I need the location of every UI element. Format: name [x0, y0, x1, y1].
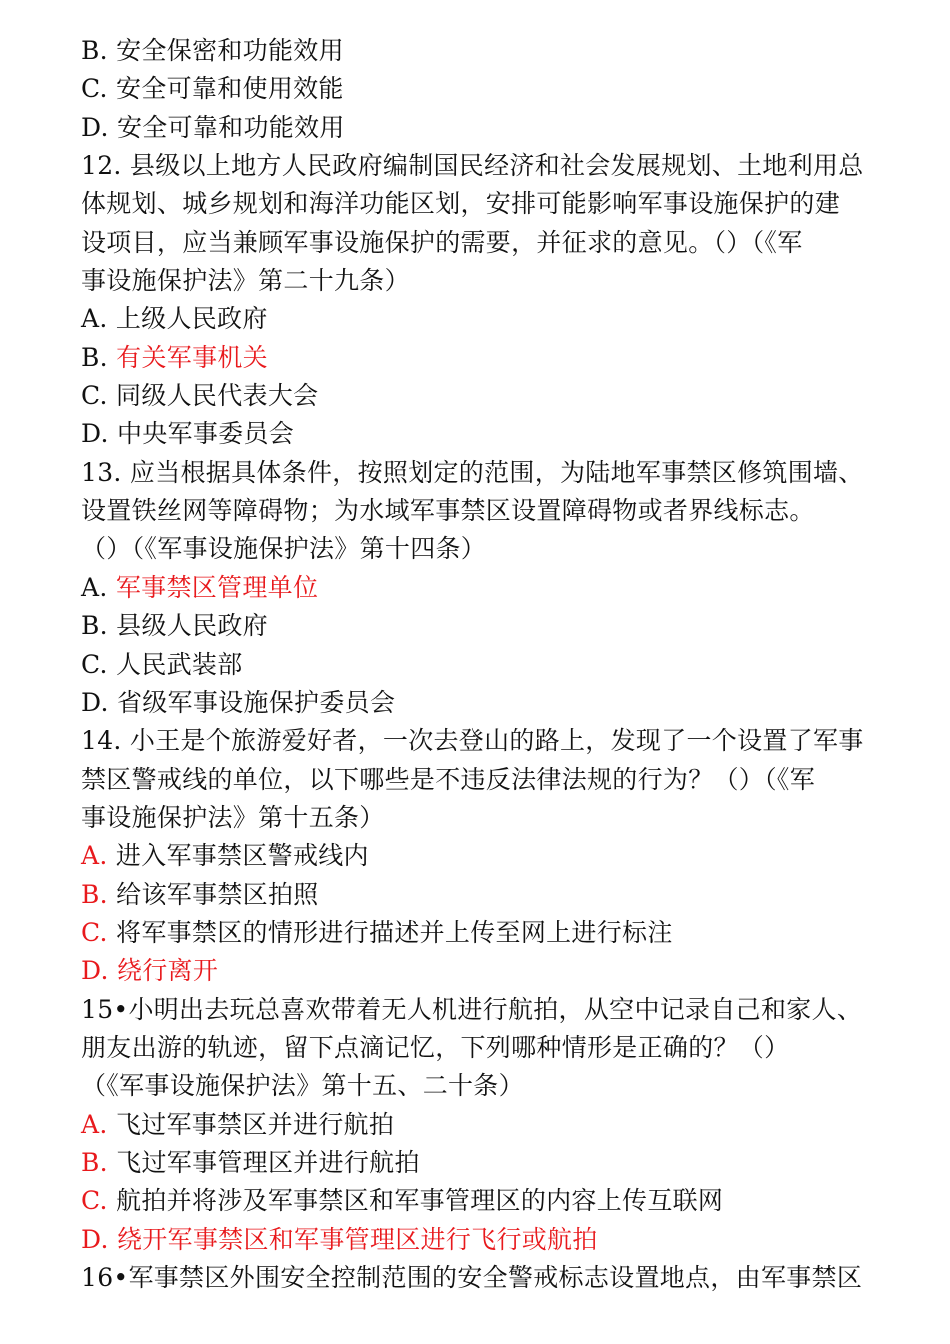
question-12-line	[81, 262, 881, 300]
option-text: D. 安全可靠和功能效用	[81, 112, 345, 142]
option-b-line	[81, 876, 881, 914]
answer-text: 有关军事机关	[116, 342, 268, 372]
question-text: 12. 县级以上地方人民政府编制国民经济和社会发展规划、土地利用总	[81, 151, 864, 181]
question-14-line	[81, 722, 881, 760]
question-15-line	[81, 991, 881, 1029]
option-text: D. 中央军事委员会	[81, 419, 295, 449]
option-letter: C.	[81, 917, 117, 947]
option-d-line	[81, 684, 881, 722]
option-b-line	[81, 32, 881, 70]
option-text: B. 县级人民政府	[81, 611, 268, 641]
question-12-line	[81, 185, 881, 223]
option-text: C. 安全可靠和使用效能	[81, 74, 344, 104]
option-c-line	[81, 377, 881, 415]
answer-text: 军事禁区管理单位	[115, 572, 319, 602]
question-text: 朋友出游的轨迹，留下点滴记忆，下列哪种情形是正确的？（）	[81, 1032, 790, 1062]
question-15-line	[81, 1067, 881, 1105]
question-12-line	[81, 147, 881, 185]
option-text: 飞过军事管理区并进行航拍	[116, 1147, 420, 1177]
option-letter: C.	[81, 1186, 117, 1216]
question-text: 16•军事禁区外围安全控制范围的安全警戒标志设置地点，由军事禁区	[81, 1263, 863, 1292]
option-text: A. 上级人民政府	[81, 304, 268, 334]
question-text: 禁区警戒线的单位，以下哪些是不违反法律法规的行为？（）（《军	[81, 764, 816, 794]
question-13-line	[81, 454, 881, 492]
option-text: B. 安全保密和功能效用	[81, 36, 344, 65]
question-text: 事设施保护法》第十五条）	[81, 802, 385, 832]
option-text: 将军事禁区的情形进行描述并上传至网上进行标注	[116, 917, 673, 947]
question-text: 15•小明出去玩总喜欢带着无人机进行航拍，从空中记录自己和家人、	[81, 994, 863, 1024]
option-letter: B.	[81, 879, 117, 909]
question-13-line	[81, 530, 881, 568]
option-c-line	[81, 70, 881, 108]
question-12-line	[81, 224, 881, 262]
option-letter: A.	[81, 1109, 116, 1139]
question-text: （《军事设施保护法》第十五、二十条）	[81, 1071, 524, 1101]
option-a-line	[81, 837, 881, 875]
question-14-line	[81, 799, 881, 837]
option-letter: B.	[81, 1147, 117, 1177]
option-b-line	[81, 607, 881, 645]
option-d-line	[81, 1221, 881, 1259]
option-d-line	[81, 109, 881, 147]
question-text: 设置铁丝网等障碍物；为水域军事禁区设置障碍物或者界线标志。	[81, 496, 815, 526]
option-a-line	[81, 300, 881, 338]
option-b-line	[81, 1144, 881, 1182]
option-text: 给该军事禁区拍照	[116, 879, 319, 909]
option-d-line	[81, 952, 881, 990]
answer-text: D. 绕开军事禁区和军事管理区进行飞行或航拍	[81, 1224, 598, 1254]
option-a-line	[81, 569, 881, 607]
question-text: 14. 小王是个旅游爱好者，一次去登山的路上，发现了一个设置了军事	[81, 726, 864, 756]
question-text: 体规划、城乡规划和海洋功能区划，安排可能影响军事设施保护的建	[81, 189, 841, 219]
option-text: C. 同级人民代表大会	[81, 381, 319, 411]
option-d-line	[81, 415, 881, 453]
question-text: 事设施保护法》第二十九条）	[81, 266, 410, 296]
question-14-line	[81, 761, 881, 799]
option-c-line	[81, 1182, 881, 1220]
question-text: （）（《军事设施保护法》第十四条）	[81, 534, 487, 564]
answer-text: D. 绕行离开	[81, 956, 219, 986]
option-text: D. 省级军事设施保护委员会	[81, 687, 396, 717]
document-page	[81, 32, 881, 1297]
question-16-line	[81, 1259, 881, 1297]
question-15-line	[81, 1029, 881, 1067]
option-c-line	[81, 646, 881, 684]
option-text: C. 人民武装部	[81, 649, 243, 679]
option-text: 进入军事禁区警戒线内	[115, 841, 369, 871]
question-13-line	[81, 492, 881, 530]
option-letter: A.	[81, 572, 116, 602]
option-text: 航拍并将涉及军事禁区和军事管理区的内容上传互联网	[116, 1186, 724, 1216]
option-text: 飞过军事禁区并进行航拍	[115, 1109, 395, 1139]
question-text: 13. 应当根据具体条件，按照划定的范围，为陆地军事禁区修筑围墙、	[81, 457, 864, 487]
option-a-line	[81, 1106, 881, 1144]
option-b-line	[81, 339, 881, 377]
option-c-line	[81, 914, 881, 952]
option-letter: A.	[81, 841, 116, 871]
option-letter: B.	[81, 342, 117, 372]
question-text: 设项目，应当兼顾军事设施保护的需要，并征求的意见。（）（《军	[81, 227, 803, 257]
